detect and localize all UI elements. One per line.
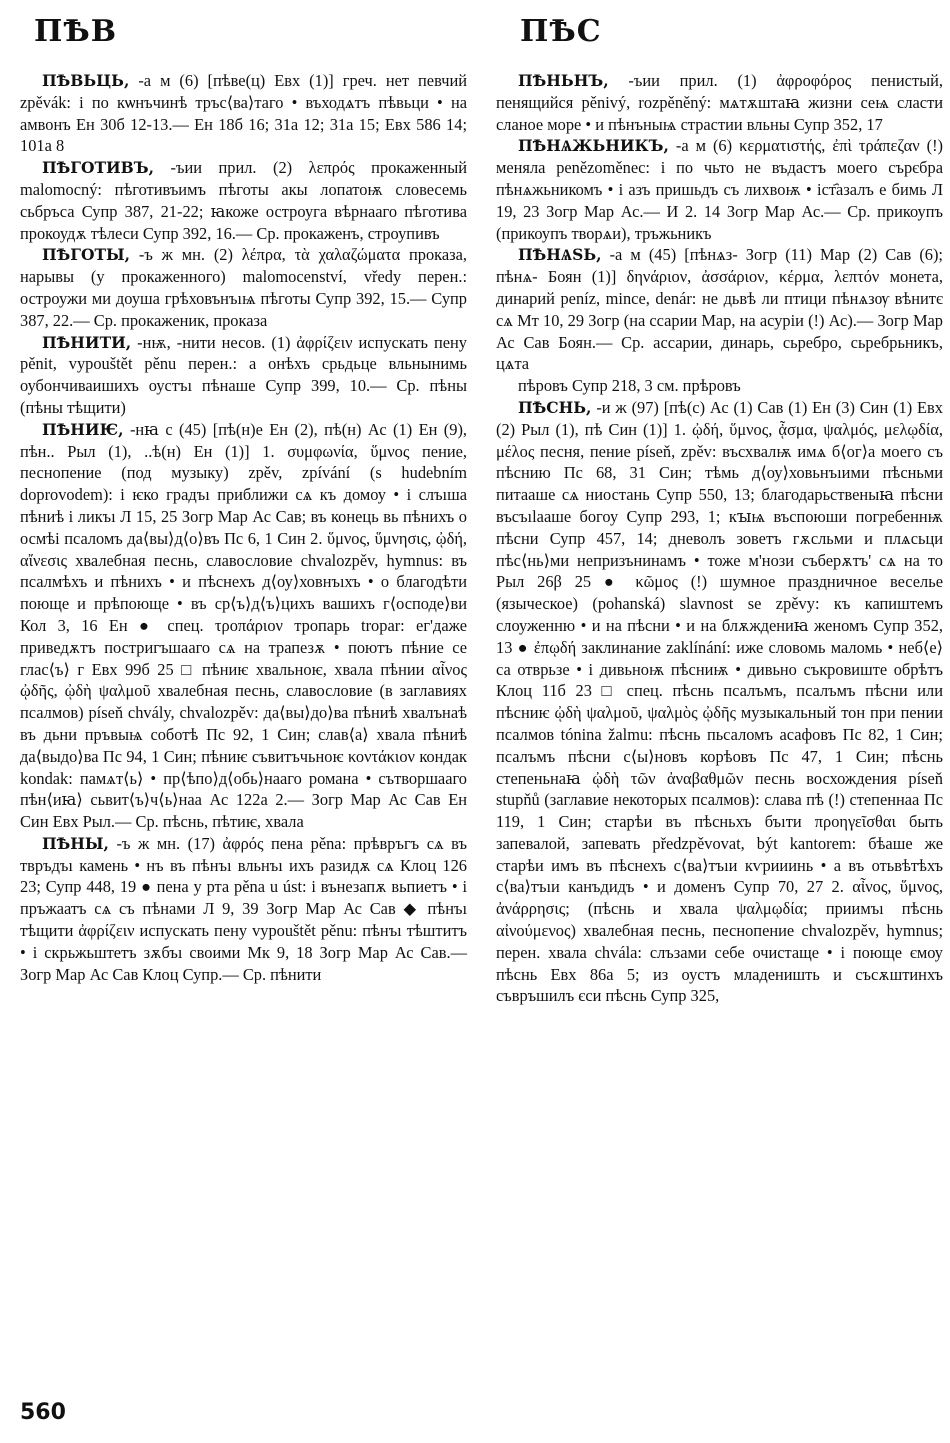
dictionary-entry	[20, 244, 467, 331]
left-column	[20, 70, 467, 985]
entry-headword: ПѢВЬЦЬ,	[42, 71, 130, 90]
dictionary-entry	[20, 833, 467, 986]
entry-body: -ъии прил. (1) ἀφροφόρος пенистый, пенящийся pěnivý, rozpěněný: мѧтѫштаꙗ жизни сеѩ сласти сланое море • и пѣнъныѩ страстии вльны Супр 352, 17	[496, 71, 943, 134]
entry-headword: ПѢГОТИВЪ,	[42, 158, 154, 178]
cross-reference-entry	[496, 375, 943, 397]
entry-body: -ъ ж мн. (2) λέπρα, τὰ χαλαζώματα проказа, нарывы (у прокаженного) malomocenství, vředy перен.: остроужи ми доуша грѣховънъıѩ пѣготы Супр 392, 15.— Супр 387, 22.— Ср. прокаженик, проказа	[20, 245, 467, 330]
dictionary-entry	[496, 244, 943, 375]
dictionary-entry	[20, 332, 467, 419]
dictionary-entry	[20, 70, 467, 157]
page-number: 560	[20, 1400, 66, 1425]
entry-headword: ПѢНѦЅЬ,	[518, 245, 602, 265]
entry-body: -нꙗ с (45) [пѣ(н)е Ен (2), пѣ(н) Ас (1) Ен (9), пѣн.. Рыл (1), ..ѣ(н) Ен (1)] 1. συμφωνία, ὕμνος пение, песнопение (под музыку) zpěv, zpívání (s hudebním doprovodem): і ѥко градъı приближи сѧ къ домоу • і слъıша пѣниѣ і ликъı Л 15, 25 Зогр Мар Ас Сав; въ конець вь пѣнихъ о осмѣі псаломъ да⟨вы⟩д⟨о⟩въ Пс 6, 1 Син 2. ὕμνος, ὕμνησις, ᾠδή, αἴνεσις хвалебная песнь, славословие chvalozpěv, hymnus: въ псалмѣхъ и пѣнихъ • и пѣснехъ д⟨оу⟩ховнъıхъ • о благодѣти поюще и прѣпоюще • въ ср⟨ъ⟩д⟨ъ⟩цихъ вашихъ г⟨осподе⟩ви Кол 3, 16 Ен ● спец. τροπάριον тропарь tropar: ег'даже приведѫтъ постригъшааго сѧ на трапезѫ • поютъ пѣние се глас⟨ъ⟩ г Евх 99б 25 □ пѣниѥ хвальноѥ, хвала пѣнии αἶνος ᾠδῆς, ᾠδὴ ψαλμοῦ хвалебная песнь, славословие (в заглавиях псалмов) píseň chvály, chvalozpěv: да⟨вы⟩до⟩ва пѣниѣ хвалънаѣ въ дьни пръвыѩ соботѣ Пс 92, 1 Син; слав⟨а⟩ хвала пѣниѣ да⟨выдо⟩ва Пс 94, 1 Син; пѣниѥ съвитъчьноѥ κοντάκιον кондак kondak: памѧт⟨ь⟩ • пр⟨ѣпо⟩д⟨обь⟩нааго романа • сътворшааго пѣн⟨иꙗ⟩ сьвит⟨ъ⟩ч⟨ь⟩наа Ас 122а 2.— Зогр Мар Ас Сав Ен Син Евх Рыл.— Ср. пѣснь, пѣтиѥ, хвала	[20, 419, 467, 832]
entry-body: пѣровъ Супр 218, 3 см. прѣровъ	[518, 376, 741, 396]
entry-headword: ПѢГОТЫ,	[42, 245, 131, 265]
entry-headword: ПѢНЬНЪ,	[518, 71, 609, 90]
entry-headword: ПѢСНЬ,	[518, 397, 592, 417]
entry-body: -ъ ж мн. (17) ἀφρός пена pěna: прѣвръгъ сѧ въ твръдъı камень • нъ въ пѣнъı вльнъı ихъ разидѫ сѧ Клоц 126 23; Супр 448, 19 ● пена у рта pěna u úst: і вънезапѫ вьпиетъ • і пръжаатъ сѧ съ пѣнами Л 9, 39 Зогр Мар Ас Сав ◆ пѣнъı тѣщити ἀφρίζειν испускать пену vypouštět pěnu: пѣнъı тѣштитъ • і скрьжьштетъ зѫбъı своими Мк 9, 18 Зогр Мар Ас Сав.— Зогр Мар Ас Сав Клоц Супр.— Ср. пѣнити	[20, 833, 467, 984]
dictionary-entry	[20, 157, 467, 244]
entry-headword: ПѢНИѤ,	[42, 419, 124, 439]
entry-headword: ПѢНИТИ,	[42, 332, 132, 352]
dictionary-entry	[496, 397, 943, 1007]
entry-body: -а м (6) κερματιστής, ἐπὶ τράπεζαν (!) меняла penězoměnec: і по чьто не въдастъ моего сърєбра пѣнѧжьникомъ • і азъ пришьдъ съ лихвоѭ • іст҄азалъ е бимь Л 19, 23 Зогр Мар Ас.— И 2. 14 Зогр Мар Ас.— Ср. прикоупъ (прикоупъ творѧи), тръжьникъ	[496, 136, 943, 243]
running-head-right: ПѢС	[520, 14, 602, 49]
entry-body: -нѭ, -нити несов. (1) ἀφρίζειν испускать пену pěnit, vypouštět pěnu перен.: а онѣхъ срьдьце вльнынимь оубончиваишихъ оустъı пѣнаше Супр 399, 10.— Ср. пѣны (пѣны тѣщити)	[20, 332, 467, 417]
entry-body: -а м (45) [пѣнѧз- Зогр (11) Мар (2) Сав (6); пѣнѧ- Боян (1)] δηνάριον, ἀσσάριον, κέρμα, λεπτόν монета, динарий peníz, mince, denár: не дьвѣ ли птици пѣнѧзѹ вѣнитє сѧ Мт 10, 29 Зогр (на ссарии Мар, на асуріи (!) Ас).— Зогр Мар Ас Сав Боян.— Ср. ассарии, динарь, сьребро, сьребрьникъ, цѧта	[496, 245, 943, 374]
entry-body: -ъии прил. (2) λεπρός прокаженный malomocný: пѣготивъимъ пѣготы акы лопатоѭ словесемь сьбръса Супр 387, 21-22; ꙗкоже остроуга вѣрнааго пѣготива прокоудѫ тѣлеси Супр 392, 16.— Ср. прокаженъ, строупивъ	[20, 158, 467, 243]
dictionary-entry	[496, 135, 943, 244]
dictionary-entry	[496, 70, 943, 135]
running-head-left: ПѢВ	[34, 14, 118, 49]
dictionary-entry	[20, 419, 467, 833]
entry-headword: ПѢНЫ,	[42, 833, 109, 853]
right-column	[496, 70, 943, 1007]
entry-body: -а м (6) [пѣве(ц) Евх (1)] греч. нет певчий zpěvák: і по кѡнъчинѣ тръс⟨ва⟩таго • въходѧтъ пѣвьци • на амвонъ Ен 30б 12-13.— Ен 18б 16; 31а 12; 31а 15; Евх 586 14; 101а 8	[20, 71, 467, 156]
entry-headword: ПѢНѦЖЬНИКЪ,	[518, 136, 669, 156]
entry-body: -и ж (97) [пѣ(с) Ас (1) Сав (1) Ен (3) Син (1) Евх (2) Рыл (1), пѣ Син (1)] 1. ᾠδή, ὕμνος, ᾆσμα, ψαλμός, μελῳδία, μέλος песня, пение píseň, zpěv: въсхвалѭ имѧ б⟨ог⟩а моего съ пѣснию Пс 68, 31 Син; тѣмь д⟨оу⟩ховьнъıими пѣсньми питааше сѧ ниостань Супр 550, 13; благодарьственыꙗ пѣсни въсъılааше богоу Супр 293, 1; кꙑѩ въспоюши погребеннѭ пѣсни Супр 457, 14; дневолъ зоветъ гѫсльми и плѧсьци пѣс⟨нь⟩ми непризънинамъ • тоже м'нози съберѫтъ' сѧ на то Рыл 26β 25 ● κῶμος (!) шумное праздничное веселье (языческое) (pohanská) slavnost se zpěvy: къ капиштемъ слоуженню • и на пѣсни • и на блѫждениꙗ женомъ Супр 352, 13 ● ἐπῳδή заклинание zaklínání: иже словомь маломь • неб⟨е⟩са отврьзе • і дивьноѭ пѣсниѭ • дивьно съкровиште обрѣтъ Клоц 11б 23 □ спец. пѣснь псалъмъ, псалъмъ пѣсни или пѣсниѥ ᾠδὴ ψαλμοῦ, ψαλμὸς ᾠδῆς музыкальный тон при пении псалмов tónina žalmu: пѣснь пьсаломъ асафовъ Пс 82, 1 Син; псалъмъ пѣсни с⟨ы⟩новъ корѣовъ Пс 47, 1 Син; пѣснь степеньнаꙗ ᾠδὴ τῶν ἀναβαθμῶν песнь восхождения píseň stupňů (заглавие некоторых псалмов): слава пѣ (!) степеннаа Пс 119, 1 Син; старѣи въ пѣсньхъ бъıти προηγεῖσθαι быть запевалой, запевать předzpěvovat, být kantorem: бѣаше же старѣи имъ въ пѣснехъ с⟨ва⟩тъıи кѵрииинь • а въ отьвѣтѣхъ с⟨ва⟩тъıи канъдидъ • и доменъ Супр 70, 27 2. αἶνος, ὕμνος, ἀνάρρησις; (пѣснь и хвала ψαλμῳδία; приимъı пѣснь αἰνούμενος) хвалебная песнь, песнопение chvalozpěv, hymnus; перен. хвала chvála: слъзами себе очистаще • і поюще ємоу пѣснь Евх 86а 5; из оустъ младеништь и съсѫштинхъ съвръшилъ єси пѣснь Супр 325,	[496, 397, 943, 1006]
